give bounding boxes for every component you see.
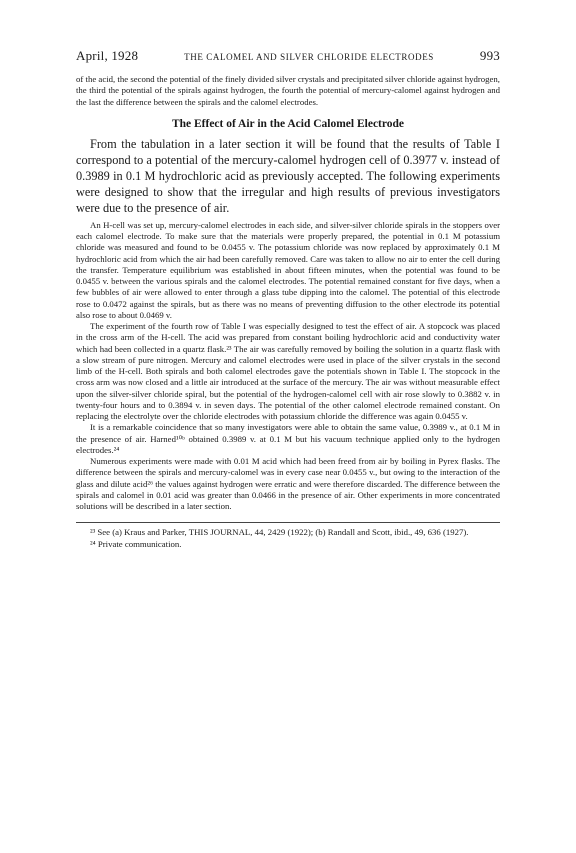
footnotes [76,522,500,550]
intro-paragraph: of the acid, the second the potential of the finely divided silver crystals and precipitated silver chloride against hydrogen, the third the potential of the spirals against hydrogen, the fourth the potential of mercury-calomel against hydrogen and the last the difference between the spirals and the calomel electrodes. [76,74,500,107]
header-date: April, 1928 [76,48,139,63]
footnote: ²³ See (a) Kraus and Parker, THIS JOURNAL, 44, 2429 (1922); (b) Randall and Scott, ibid., 49, 636 (1927). [90,527,469,538]
lead-paragraph: From the tabulation in a later section it will be found that the results of Table I correspond to a potential of the mercury-calomel hydrogen cell of 0.3977 v. instead of 0.3989 in 0.1 M hydrochloric acid as previously accepted. The following experiments were designed to show that the irregular and high results of previous investigators were due to the presence of air. [76,136,500,215]
body-paragraph: It is a remarkable coincidence that so many investigators were able to obtain the same value, 0.3989 v., at 0.1 M in the presence of air. Harned¹⁰ᵇ obtained 0.3989 v. at 0.1 M but his vacuum technique applied only to the hydrogen electrodes.²⁴ [76,422,500,455]
page-number: 993 [479,48,500,63]
body-paragraph: Numerous experiments were made with 0.01 M acid which had been freed from air by boiling in Pyrex flasks. The difference between the spirals and mercury-calomel was in every case near 0.0455 v., but owing to the interaction of the glass and dilute acid²⁶ the values against hydrogen were erratic and were therefore discarded. The difference between the spirals and calomel in 0.01 acid was greater than 0.0466 in the presence of air. Other experiments in more concentrated solutions will be described in a later section. [76,456,500,511]
header-title: THE CALOMEL AND SILVER CHLORIDE ELECTRODES [184,52,434,62]
footnote: ²⁴ Private communication. [90,538,182,549]
body-paragraph: The experiment of the fourth row of Table I was especially designed to test the effect of air. A stopcock was placed in the cross arm of the H-cell. The acid was prepared from constant boiling hydrochloric acid and conductivity water which had been collected in a quartz flask.²³ The air was carefully removed by boiling the solution in a quartz flask with a slow stream of pure nitrogen. Mercury and calomel electrodes were used in place of the silver crystals in the second limb of the H-cell. Both spirals and both calomel electrodes gave the potentials shown in Table I. The stopcock in the cross arm was now closed and a little air introduced at the surface of the mercury. The air was without measurable effect upon the silver-silver chloride spiral, but the potential of the hydrogen-calomel cell with air rose slowly to 0.3882 v. in twenty-four hours and to 0.3894 v. in seven days. The potential of the other calomel electrode remained constant. On replacing the electrolyte over the chloride electrodes with potassium chloride the difference was again 0.0455 v. [76,321,500,421]
body-paragraph: An H-cell was set up, mercury-calomel electrodes in each side, and silver-silver chloride spirals in the stoppers over each calomel electrode. To make sure that the materials were properly prepared, the potential in 0.1 M potassium chloride was measured and found to be 0.0455 v. The potassium chloride was now replaced by approximately 0.1 M hydrochloric acid from which the air had been carefully removed. Care was taken to allow no air to enter the cell during the transfer. Temperature equilibrium was established in about fifteen minutes, when the potential was found to be 0.0455 v. between the various spirals and the calomel electrodes. The potential remained constant for five days, when a few bubbles of air were allowed to enter through a glass tube dipping into the calomel. The potential of this electrode rose to 0.0472 against the spirals, but as there was no means of preventing diffusion to the other electrode its potential also rose to about 0.0469 v. [76,219,500,320]
running-header [76,48,500,64]
section-heading: The Effect of Air in the Acid Calomel Electrode [171,117,405,130]
intro-block [76,74,500,108]
